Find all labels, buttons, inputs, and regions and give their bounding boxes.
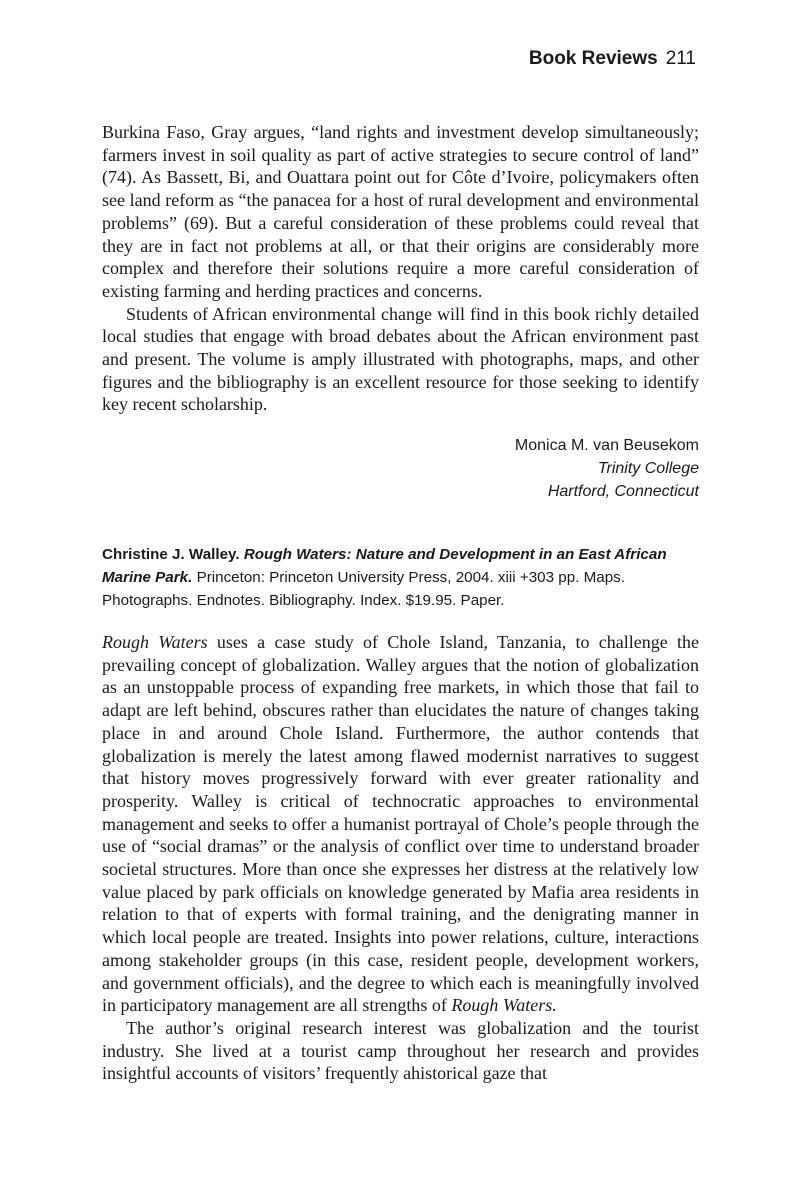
reviewer-name: Monica M. van Beusekom [514,437,699,454]
review-one-paragraph: Burkina Faso, Gray argues, “land rights and investment develop simultaneously; farmers invest in soil quality as part of active strategies to secure control of land” (74). As Bassett, Bi, and Ouattara point out for Côte d’Ivoire, policymakers often see land reform as “the panacea for a host of rural development and environmental problems” (69). But a careful consideration of these problems could reveal that they are in fact not problems at all, or that their origins are considerably more complex and therefore their solutions require a more careful consideration of existing farming and herding practices and concerns. [102,122,699,301]
review-two-body [102,631,699,1085]
reviewer-institution: Trinity College [597,460,699,477]
running-head [529,48,696,70]
page-number: 211 [665,48,696,69]
inline-book-title: Rough Waters [102,632,208,652]
book-details: Princeton: Princeton University Press, 2004. xiii +303 pp. Maps. Photographs. Endnotes. Bibliography. Index. $19.95. Paper. [102,569,625,609]
review-one-paragraph: Students of African environmental change will find in this book richly detailed local studies that engage with broad debates about the African environment past and present. The volume is amply illustrated with photographs, maps, and other figures and the bibliography is an excellent resource for those seeking to identify key recent scholarship. [102,303,699,415]
paragraph-text: uses a case study of Chole Island, Tanzania, to challenge the prevailing concept of globalization. Walley argues that the notion of globalization as an unstoppable process of expanding free markets, in which those that fail to adapt are left behind, obscures rather than elucidates the nature of changes taking place in and around Chole Island. Furthermore, the author contends that globalization is merely the latest among flawed modernist narratives to suggest that history moves progressively forward with ever greater rationality and prosperity. Walley is critical of technocratic approaches to environmental management and seeks to offer a humanist portrayal of Chole’s people through the use of “social dramas” or the analysis of conflict over time to understand broader societal structures. More than once she expresses her distress at the relatively low value placed by park officials on knowledge generated by Mafia area residents in relation to that of experts with formal training, and the denigrating manner in which local people are treated. Insights into power relations, culture, interactions among stakeholder groups (in this case, resident people, development workers, and government officials), and the degree to which each is meaningfully involved in participatory management are all strengths of [102,632,699,1016]
review-two-paragraph [102,631,699,1017]
book-author: Christine J. Walley. [102,546,240,563]
review-two-paragraph: The author’s original research interest was globalization and the tourist industry. She lived at a tourist camp throughout her research and provides insightful accounts of visitors’ frequently ahistorical gaze that [102,1017,699,1084]
book-title: Rough Waters: Nature and Development in an East African Marine Park. [102,546,667,586]
reviewer-location: Hartford, Connecticut [547,483,699,500]
inline-book-title: Rough Waters. [451,995,557,1016]
reviewer-signature [515,434,699,503]
book-citation [102,543,702,612]
section-title: Book Reviews [528,48,658,69]
review-one-body [102,121,699,416]
